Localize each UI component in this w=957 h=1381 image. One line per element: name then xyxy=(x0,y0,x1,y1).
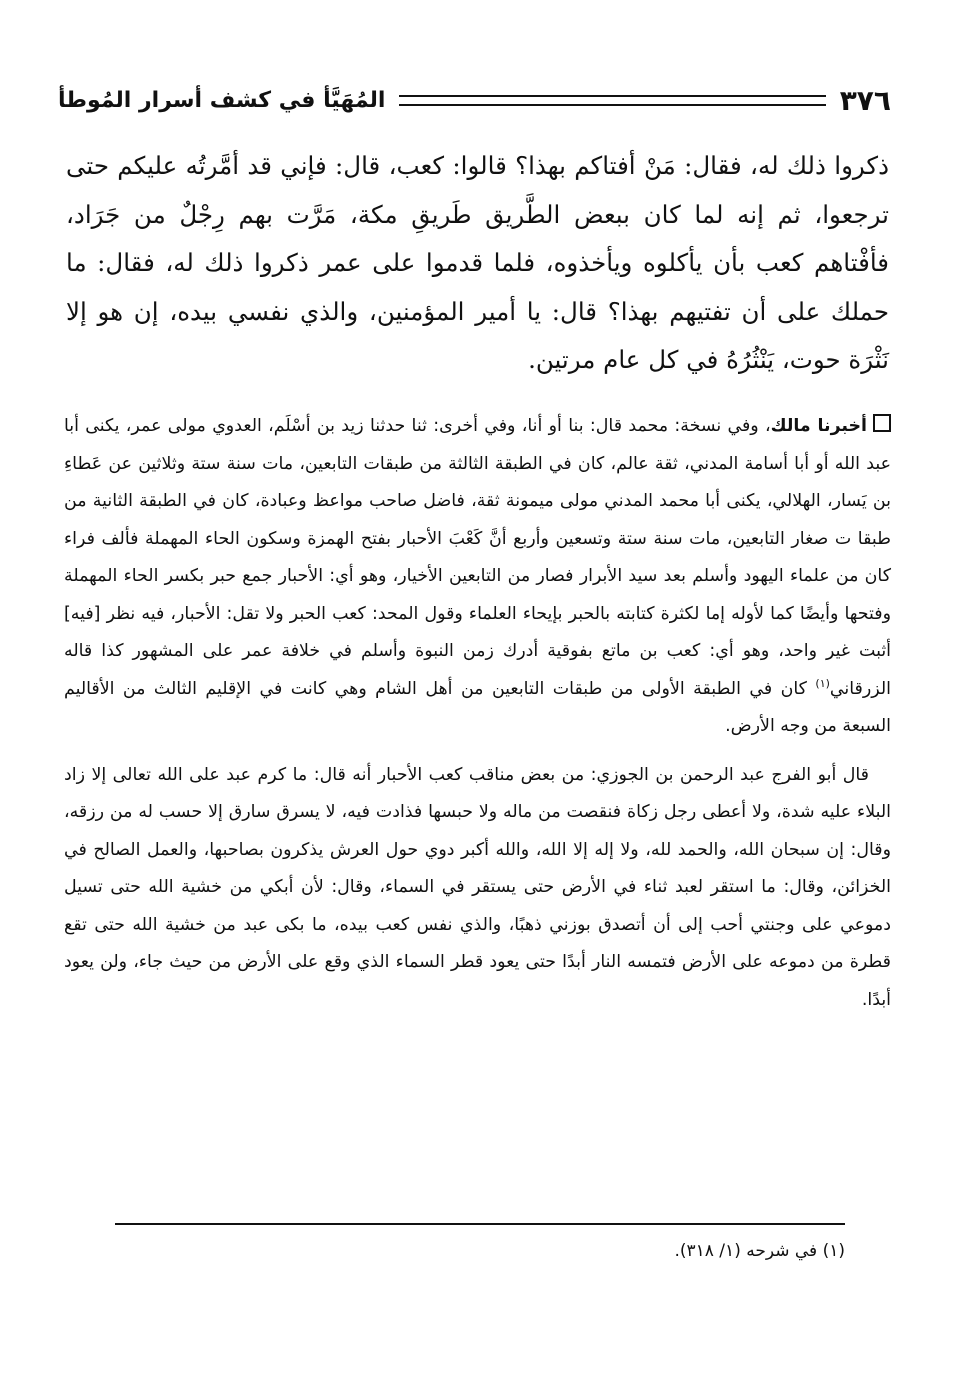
commentary-text-1: ، وفي نسخة: محمد قال: بنا أو أنا، وفي أخرى: ثنا حدثنا زيد بن أسْلَم، العدوي مولى عمر، يكنى أبا عبد الله أو أبا أسامة المدني، ثقة عالم، كان في الطبقة الثالثة من طبقات التابعين، مات سنة ستة وثلاثين عن عَطاءِ بن يَسار، الهلالي، يكنى أبا محمد المدني مولى ميمونة ثقة، فاضل صاحب مواعظ وعبادة، كان في الطبقة الثانية من طبقا ت صغار التابعين، مات سنة ستة وتسعين وأربع أنَّ كَعْبَ الأحبار بفتح الهمزة وسكون الحاء المهملة فألف فراء كان من علماء اليهود وأسلم بعد سيد الأبرار فصار من التابعين الأخيار، وهو أي: الأحبار جمع حبر بكسر الحاء المهملة وفتحها وأيضًا كما لأوله إما لكثرة كتابته بالحبر بإيحاء العلماء وقول المحد: كعب الحبر ولا تقل: الأحبار، فيه نظر [فيه] أثبت غير واحد، وهو أي: كعب بن ماتع بفوقية أدرك زمن النبوة وأسلم في خلافة عمر على المشهور كذا قاله الزرقاني xyxy=(64,416,891,699)
commentary-lead: أخبرنا مالك xyxy=(770,416,868,436)
square-marker-icon xyxy=(873,414,891,432)
book-title: المُهَيَّأ في كشف أسرار المُوطأ xyxy=(58,87,386,113)
footnote-number: (١) xyxy=(822,1241,845,1261)
footnote-text: في شرحه (١/ ٣١٨). xyxy=(674,1241,818,1261)
hadith-paragraph: ذكروا ذلك له، فقال: مَنْ أفتاكم بهذا؟ قالوا: كعب، قال: فإني قد أمَّرتُه عليكم حتى ترجعوا، ثم إنه لما كان ببعض الطَّريق طَريقِ مكة، مَرَّت بهم رِجْلٌ من جَرَاد، فأفْتاهم كعب بأن يأكلوه ويأخذوه، فلما قدموا على عمر ذكروا ذلك له، فقال: ما حملك على أن تفتيهم بهذا؟ قال: يا أمير المؤمنين، والذي نفسي بيده، إن هو إلا نَثْرَة حوت، يَنْثُرُهُ في كل عام مرتين. xyxy=(66,151,889,374)
commentary-block xyxy=(64,408,891,1019)
commentary-paragraph-1 xyxy=(64,408,891,746)
hadith-text xyxy=(66,142,889,385)
commentary-paragraph-2: قال أبو الفرج عبد الرحمن بن الجوزي: من بعض مناقب كعب الأحبار أنه قال: ما كرم عبد على الله تعالى إلا زاد البلاء عليه شدة، ولا أعطى رجل زكاة فنقصت من ماله ولا حبسها فذادت فيه، لا يسرق سارق إلا حسب له من رزقه، وقال: إن سبحان الله، والحمد لله، ولا إله إلا الله، والله أكبر دوي حول العرش يذكرون بصاحبها، والعمل الصالح في الخزائن، وقال: ما استقر لعبد ثناء في الأرض حتى يستقر في السماء، وقال: لأن أبكي من خشية الله حتى تسيل دموعي على وجنتي أحب إلى أن أتصدق بوزني ذهبًا، والذي نفس كعب بيده، ما بكى عبد من خشية الله حتى تقع قطرة من دموعه على الأرض فتمسه النار أبدًا حتى يعود قطر السماء الذي وقع على الأرض من حيث جاء، ولن يعود أبدًا. xyxy=(64,764,891,1010)
header-rule xyxy=(399,95,825,106)
running-header xyxy=(58,80,891,120)
commentary-text-1-end: كان في الطبقة الأولى من طبقات التابعين من أهل الشام وهي كانت في الإقليم الثالث من الأقاليم السبعة من وجه الأرض. xyxy=(64,678,891,736)
footnote-reference[interactable]: (١) xyxy=(815,676,830,690)
footnote xyxy=(120,1241,845,1261)
footnote-separator xyxy=(115,1223,845,1225)
page-number: ٣٧٦ xyxy=(839,83,891,117)
